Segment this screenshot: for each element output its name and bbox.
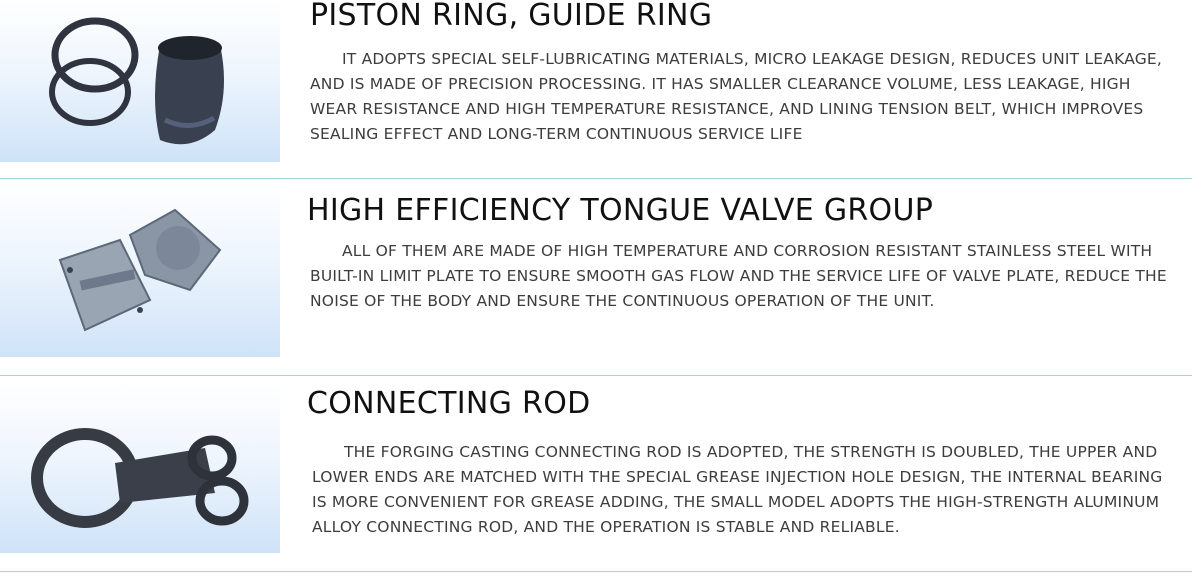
section-description: IT ADOPTS SPECIAL SELF-LUBRICATING MATERIALS, MICRO LEAKAGE DESIGN, REDUCES UNIT LEAKAGE, AND IS MADE OF PRECISION PROCESSING. IT HAS SMALLER CLEARANCE VOLUME, LESS LEAKAGE, HIGH WEAR RESISTANCE AND HIGH TEMPERATURE RESISTANCE, AND LINING TENSION BELT, WHICH IMPROVES SEALING EFFECT AND LONG-TERM CONTINUOUS SERVICE LIFE (310, 50, 1163, 143)
section-description: ALL OF THEM ARE MADE OF HIGH TEMPERATURE AND CORROSION RESISTANT STAINLESS STEEL WITH BUILT-IN LIMIT PLATE TO ENSURE SMOOTH GAS FLOW AND THE SERVICE LIFE OF VALVE PLATE, REDUCE THE NOISE OF THE BODY AND ENSURE THE CONTINUOUS OPERATION OF THE UNIT. (310, 242, 1167, 310)
connecting-rod-icon (0, 383, 280, 553)
product-section-valve-group (0, 180, 1200, 376)
section-divider (0, 178, 1192, 179)
product-section-connecting-rod (0, 376, 1200, 578)
section-description: THE FORGING CASTING CONNECTING ROD IS ADOPTED, THE STRENGTH IS DOUBLED, THE UPPER AND LOWER ENDS ARE MATCHED WITH THE SPECIAL GREASE INJECTION HOLE DESIGN, THE INTERNAL BEARING IS MORE CONVENIENT FOR GREASE ADDING, THE SMALL MODEL ADOPTS THE HIGH-STRENGTH ALUMINUM ALLOY CONNECTING ROD, AND THE OPERATION IS STABLE AND RELIABLE. (312, 443, 1163, 536)
section-title: PISTON RING, GUIDE RING (310, 0, 713, 33)
connecting-rod-image (0, 383, 280, 553)
piston-ring-image (0, 0, 280, 162)
section-title: HIGH EFFICIENCY TONGUE VALVE GROUP (307, 193, 934, 228)
valve-plate-icon (0, 180, 280, 357)
section-title: CONNECTING ROD (307, 386, 591, 421)
product-section-piston-ring (0, 0, 1200, 180)
piston-ring-icon (0, 0, 280, 162)
valve-plate-image (0, 180, 280, 357)
section-divider (0, 571, 1192, 572)
